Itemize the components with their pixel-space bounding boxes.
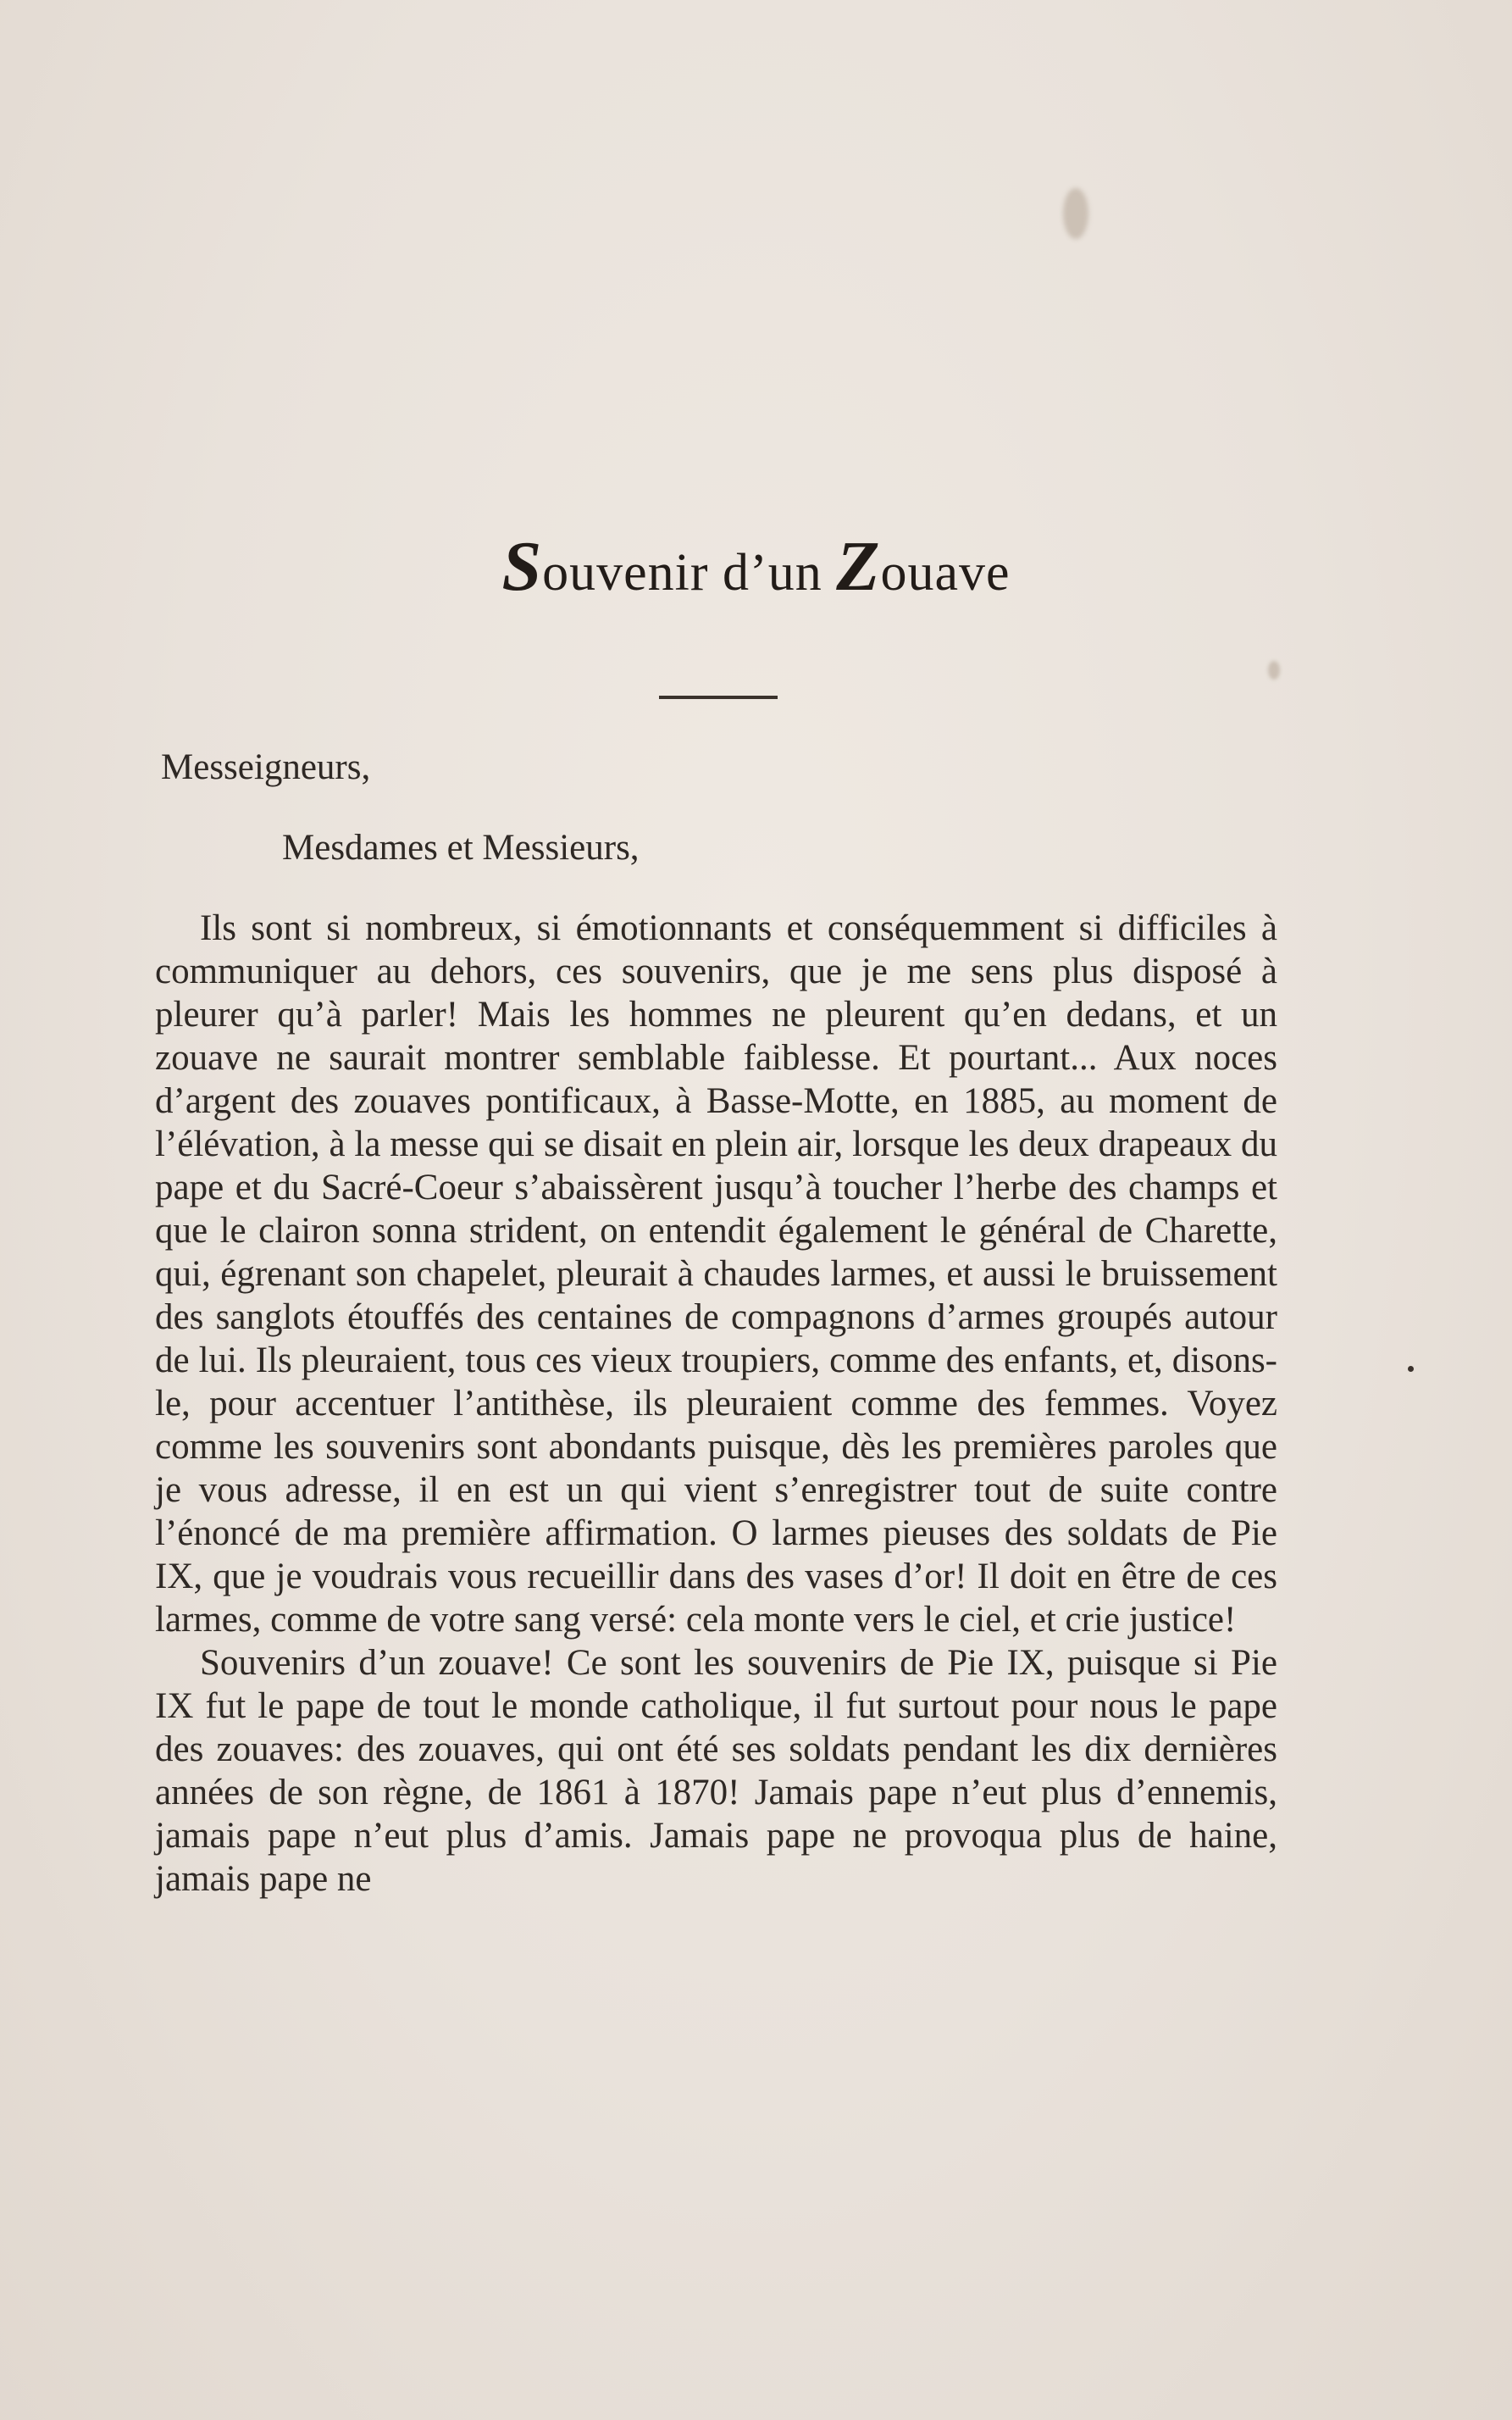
title-text-1: ouvenir d’un (542, 544, 837, 602)
paper-stain (1063, 188, 1088, 239)
title-text-2: ouave (880, 544, 1011, 602)
title-initial-z: Z (836, 527, 881, 606)
title-initial-s: S (501, 527, 543, 606)
paragraph-1: Ils sont si nombreux, si émotionnants et conséquemment si difficiles à communiquer au dehors, ces souvenirs, que je me sens plus disposé à pleurer qu’à parler! Mais les hommes ne pleurent qu’en dedans, et un zouave ne saurait montrer semblable faiblesse. Et pourtant... Aux noces d’argent des zouaves pontificaux, à Basse-Motte, en 1885, au moment de l’élévation, à la messe qui se disait en plein air, lorsque les deux drapeaux du pape et du Sacré-Coeur s’abaissèrent jusqu’à toucher l’herbe des champs et que le clairon sonna strident, on entendit également le général de Charette, qui, égrenant son chapelet, pleurait à chaudes larmes, et aussi le bruissement des sanglots étouffés des centaines de compagnons d’armes groupés autour de lui. Ils pleuraient, tous ces vieux troupiers, comme des enfants, et, disons-le, pour accentuer l’antithèse, ils pleuraient comme des femmes. Voyez comme les souvenirs sont abondants puisque, dès les premières paroles que je vous adresse, il en est un qui vient s’enregistrer tout de suite contre l’énoncé de ma première affirmation. O larmes pieuses des soldats de Pie IX, que je voudrais vous recueillir dans des vases d’or! Il doit en être de ces larmes, comme de votre sang versé: cela monte vers le ciel, et crie justice! (155, 908, 1277, 1640)
paper-stain (1268, 661, 1280, 680)
paragraph-2: Souvenirs d’un zouave! Ce sont les souvenirs de Pie IX, puisque si Pie IX fut le pape de tout le monde catholique, il fut surtout pour nous le pape des zouaves: des zouaves, qui ont été ses soldats pendant les dix dernières années de son règne, de 1861 à 1870! Jamais pape n’eut plus d’ennemis, jamais pape n’eut plus d’amis. Jamais pape ne provoqua plus de haine, jamais pape ne (155, 1643, 1277, 1899)
chapter-title (0, 525, 1512, 608)
salutation-line-2: Mesdames et Messieurs, (282, 828, 640, 868)
body-text (155, 907, 1277, 1901)
ink-speck (1408, 1366, 1414, 1372)
title-divider (659, 696, 778, 699)
salutation-line-1: Messeigneurs, (161, 747, 371, 787)
